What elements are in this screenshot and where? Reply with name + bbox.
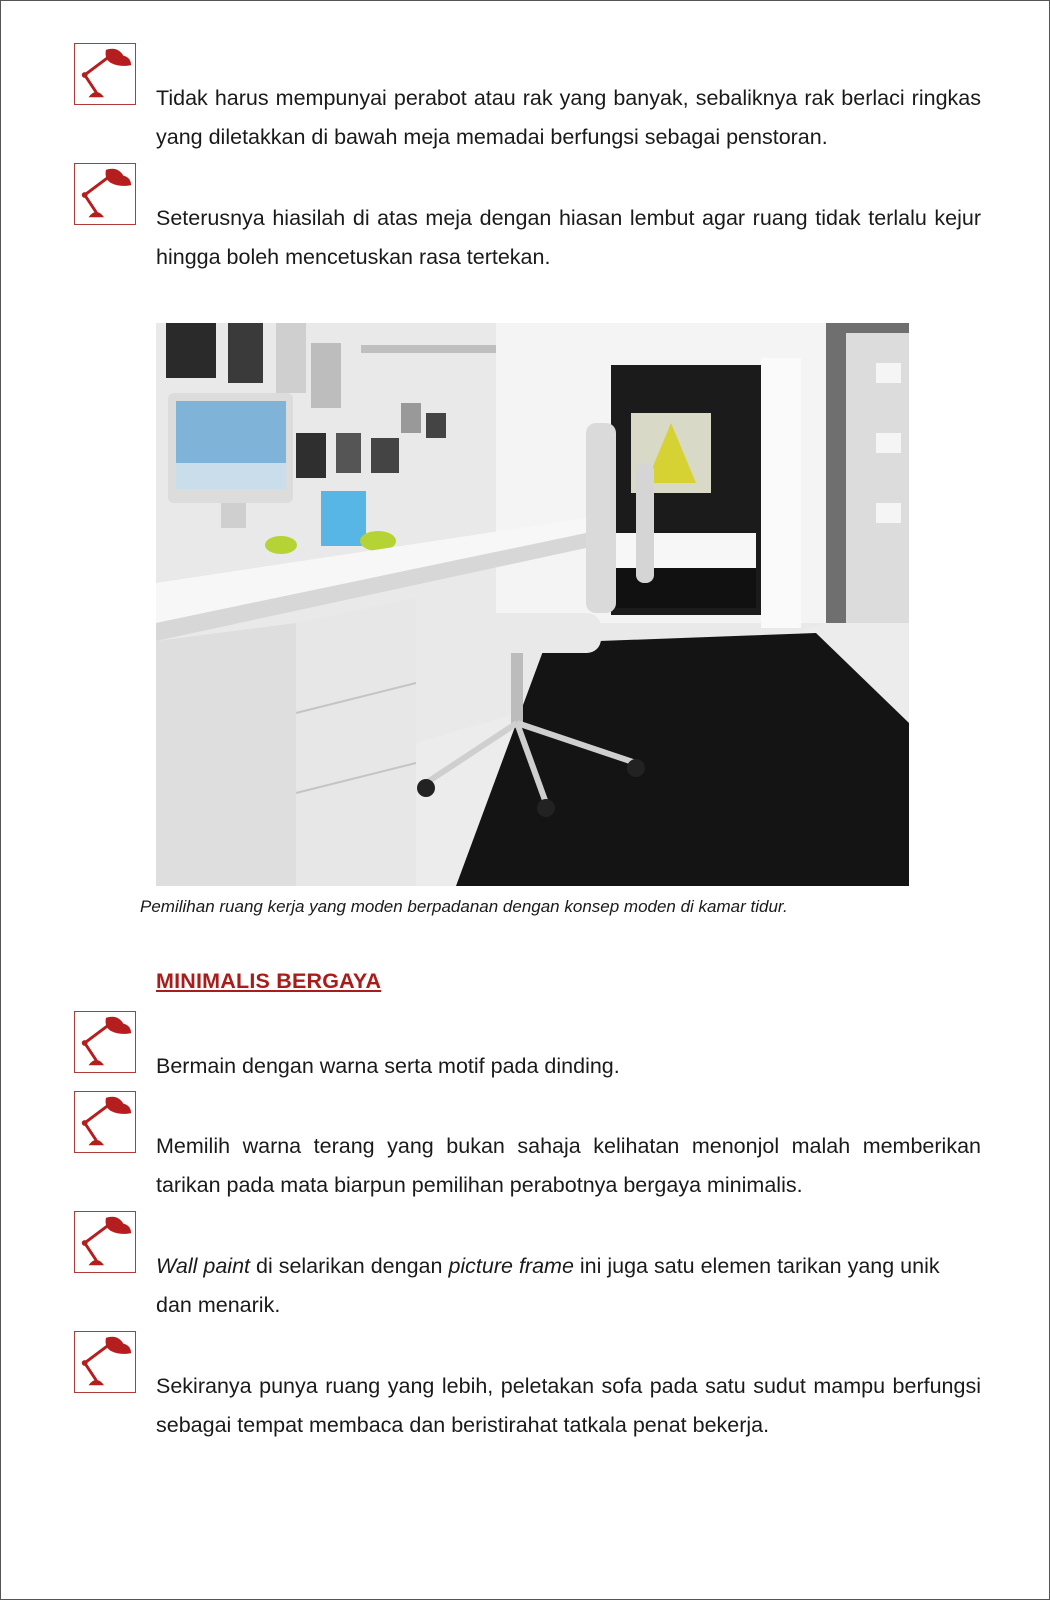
desk-lamp-icon — [74, 1091, 136, 1153]
desk-lamp-icon — [74, 43, 136, 105]
photo-caption: Pemilihan ruang kerja yang moden berpadanan dengan konsep moden di kamar tidur. — [140, 897, 788, 916]
paragraph-storage: Tidak harus mempunyai perabot atau rak yang banyak, sebaliknya rak berlaci ringkas yang diletakkan di bawah meja memadai berfungsi sebagai penstoran. — [156, 86, 981, 149]
paragraph-wall-motif: Bermain dengan warna serta motif pada dinding. — [156, 1054, 620, 1078]
office-photo — [156, 323, 909, 886]
paragraph-decoration: Seterusnya hiasilah di atas meja dengan hiasan lembut agar ruang tidak terlalu kejur hingga boleh mencetuskan rasa tertekan. — [156, 206, 981, 269]
paragraph-wall-paint — [156, 1247, 981, 1325]
wall-paint-text-2: ini juga satu elemen tarikan yang unik dan menarik. — [156, 1254, 940, 1317]
desk-lamp-icon — [74, 1331, 136, 1393]
picture-frame-term: picture frame — [448, 1254, 574, 1278]
paragraph-sofa-corner: Sekiranya punya ruang yang lebih, peletakan sofa pada satu sudut mampu berfungsi sebagai tempat membaca dan beristirahat tatkala penat bekerja. — [156, 1374, 981, 1437]
section-heading: MINIMALIS BERGAYA — [156, 969, 382, 993]
desk-lamp-icon — [74, 163, 136, 225]
paragraph-bright-colors: Memilih warna terang yang bukan sahaja kelihatan menonjol malah memberikan tarikan pada mata biarpun pemilihan perabotnya bergaya minimalis. — [156, 1134, 981, 1197]
desk-lamp-icon — [74, 1011, 136, 1073]
wall-paint-term: Wall paint — [156, 1254, 251, 1278]
desk-lamp-icon — [74, 1211, 136, 1273]
wall-paint-text-1: di selarikan dengan — [250, 1254, 449, 1278]
